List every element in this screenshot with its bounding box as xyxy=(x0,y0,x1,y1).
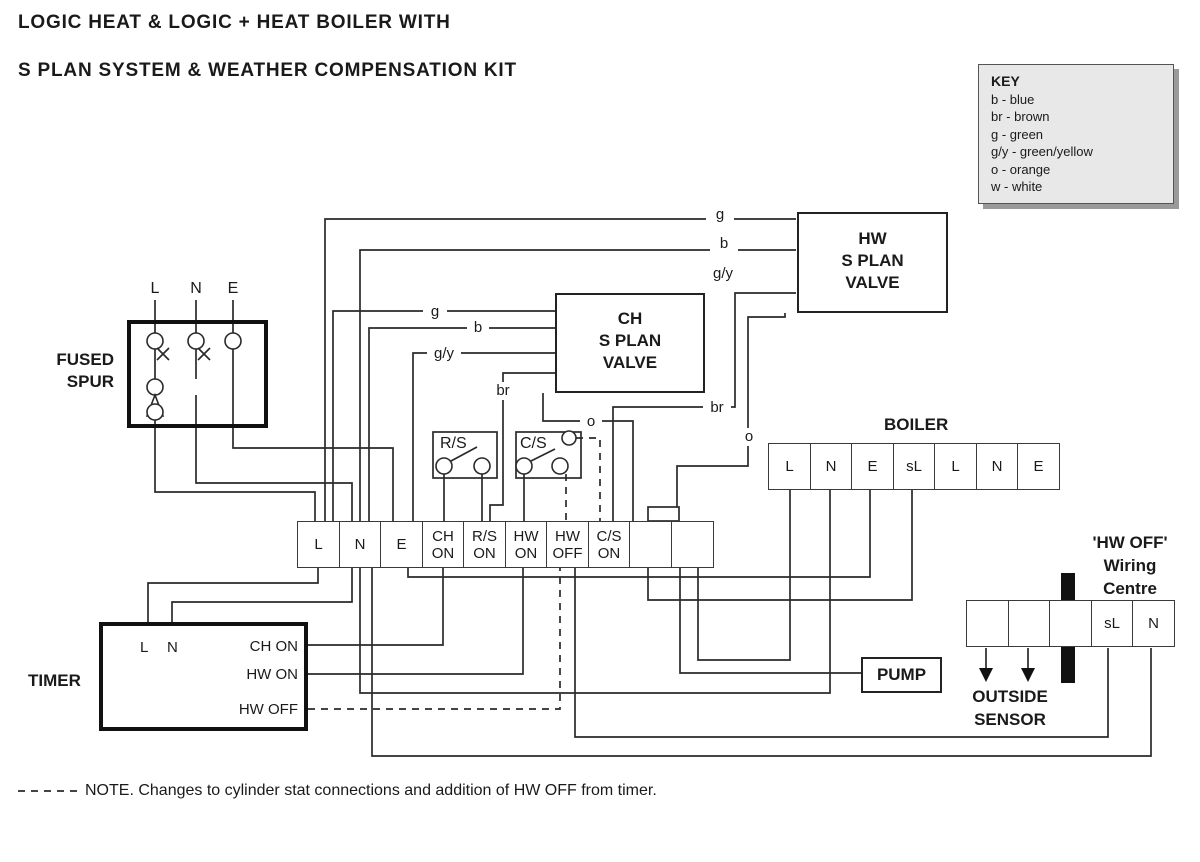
note-text: NOTE. Changes to cylinder stat connections and addition of HW OFF from timer. xyxy=(85,782,657,799)
wc-terminal-n-label: N xyxy=(1148,615,1159,632)
wire-label-o-hw: o xyxy=(738,428,760,446)
terminal-n-label: N xyxy=(354,536,366,553)
timer-terminal-hw-off: HW OFF xyxy=(238,701,298,718)
hw-valve-line2: S PLAN xyxy=(841,251,904,270)
terminal-hw-on-l1: HW xyxy=(513,527,539,545)
main-terminal-strip xyxy=(297,521,714,568)
terminal-spare-2 xyxy=(671,521,714,568)
wire-label-gy-ch: g/y xyxy=(427,345,461,363)
hw-valve-line3: VALVE xyxy=(845,273,900,292)
ch-valve-line2: S PLAN xyxy=(598,331,662,350)
wire-timer-hw-on xyxy=(308,566,523,674)
wire-timer-l xyxy=(148,566,318,622)
ch-valve-line1: CH xyxy=(617,309,643,328)
key-item-green-yellow: g/y - green/yellow xyxy=(991,144,1093,159)
key-item-blue: b - blue xyxy=(991,91,1035,107)
boiler-terminal-n1-label: N xyxy=(825,458,837,475)
boiler-terminal-n2 xyxy=(976,443,1019,490)
wire-label-b-ch: b xyxy=(467,319,489,337)
fused-spur-label-line2: SPUR xyxy=(66,372,114,391)
terminal-e-label: E xyxy=(396,536,407,553)
boiler-terminal-e2 xyxy=(1017,443,1060,490)
wire-spur-l xyxy=(155,420,315,521)
wire-cs-top-dashed xyxy=(576,438,600,521)
sensor-arrow-heads xyxy=(979,668,1035,682)
wiring-centre-heading xyxy=(1080,531,1180,600)
wire-rs-drops xyxy=(444,474,482,521)
boiler-terminal-l1-label: L xyxy=(785,458,794,475)
boiler-terminal-e1-label: E xyxy=(867,458,878,475)
wire-label-o-ch: o xyxy=(580,413,602,431)
wire-label-g-bus: g xyxy=(706,206,734,224)
boiler-terminal-n1 xyxy=(810,443,853,490)
wire-label-b-bus: b xyxy=(710,235,738,253)
wire-timer-n xyxy=(172,566,352,622)
wire-label-br-ch: br xyxy=(489,382,517,400)
spur-terminal-label-n: N xyxy=(190,280,202,297)
terminal-l xyxy=(297,521,340,568)
terminal-hw-off-l2: OFF xyxy=(552,544,583,562)
boiler-terminal-sl xyxy=(893,443,936,490)
boiler-terminal-n2-label: N xyxy=(991,458,1003,475)
key-item-orange: o - orange xyxy=(991,161,1051,177)
key-item-white: w - white xyxy=(991,179,1043,194)
terminal-rs-on-l1: R/S xyxy=(471,527,497,545)
key-item-brown: br - brown xyxy=(991,109,1050,124)
timer-terminal-l: L xyxy=(140,639,149,656)
terminal-rs-on xyxy=(463,521,506,568)
terminal-cs-on-l1: C/S xyxy=(596,527,622,545)
fused-spur-label xyxy=(42,349,114,393)
terminal-ch-on xyxy=(422,521,465,568)
wire-label-g-ch: g xyxy=(423,303,447,321)
rs-contact-left xyxy=(436,458,452,474)
wiring-centre-heading-line2: Wiring xyxy=(1103,556,1157,575)
boiler-terminal-l2-label: L xyxy=(951,458,960,475)
timer-terminal-n: N xyxy=(167,639,178,656)
terminal-hw-on xyxy=(505,521,548,568)
spur-terminal-label-e: E xyxy=(227,280,239,297)
timer-terminal-hw-on: HW ON xyxy=(246,666,298,683)
cs-contact-top xyxy=(562,431,576,445)
wire-label-gy-hw: g/y xyxy=(706,265,740,283)
terminal-n xyxy=(339,521,382,568)
boiler-heading: BOILER xyxy=(884,415,949,434)
ch-valve-box xyxy=(555,293,705,393)
terminal-ch-on-l2: ON xyxy=(431,544,455,562)
timer-label: TIMER xyxy=(28,671,81,690)
wire-b-ch xyxy=(369,328,555,521)
rs-stat-label: R/S xyxy=(440,435,467,452)
hw-valve-line1: HW xyxy=(858,229,887,248)
key-heading: KEY xyxy=(991,73,1020,89)
spur-terminal-label-l: L xyxy=(150,280,160,297)
wc-terminal-n xyxy=(1132,600,1175,647)
terminal-l-label: L xyxy=(314,536,323,553)
boiler-terminal-strip xyxy=(768,443,1060,490)
wc-terminal-sl xyxy=(1091,600,1134,647)
wc-terminal-1 xyxy=(966,600,1009,647)
pump-box xyxy=(861,657,942,693)
key-item-green: g - green xyxy=(991,126,1044,142)
terminal-hw-off xyxy=(546,521,589,568)
wire-pump xyxy=(680,566,861,673)
wire-boiler-n xyxy=(360,488,830,693)
ch-valve-line3: VALVE xyxy=(602,353,658,372)
fused-spur-label-line1: FUSED xyxy=(56,350,114,369)
outside-sensor-label xyxy=(955,685,1065,731)
boiler-terminal-l1 xyxy=(768,443,811,490)
boiler-terminal-sl-label: sL xyxy=(906,458,922,475)
sensor-arrow-stems xyxy=(986,648,1028,670)
wire-boiler-l xyxy=(698,488,790,660)
terminal-cs-on-l2: ON xyxy=(597,544,621,562)
terminal-hw-off-l1: HW xyxy=(555,527,580,545)
boiler-terminal-e1 xyxy=(851,443,894,490)
key-legend xyxy=(978,64,1174,204)
cs-stat-label: C/S xyxy=(520,435,547,452)
terminal-rs-on-l2: ON xyxy=(473,544,496,562)
terminal-bridge xyxy=(648,507,679,521)
terminal-spare-1 xyxy=(629,521,672,568)
terminal-cs-on xyxy=(588,521,631,568)
outside-sensor-line2: SENSOR xyxy=(974,710,1046,729)
boiler-terminal-l2 xyxy=(934,443,977,490)
boiler-terminal-e2-label: E xyxy=(1033,458,1044,475)
terminal-ch-on-l1: CH xyxy=(432,527,454,545)
wiring-centre-strip xyxy=(966,600,1175,647)
wc-terminal-sl-label: sL xyxy=(1104,615,1120,632)
terminal-e xyxy=(380,521,423,568)
wiring-centre-heading-line3: Centre xyxy=(1103,579,1157,598)
fused-spur-box xyxy=(127,320,268,428)
wire-label-br-hw: br xyxy=(703,399,731,417)
pump-label: PUMP xyxy=(876,665,927,684)
cs-contact-right xyxy=(552,458,568,474)
wc-terminal-2 xyxy=(1008,600,1051,647)
terminal-hw-on-l2: ON xyxy=(514,544,538,562)
outside-sensor-line1: OUTSIDE xyxy=(972,687,1048,706)
timer-terminal-ch-on: CH ON xyxy=(249,638,298,655)
hw-valve-box xyxy=(797,212,948,313)
wc-terminal-3 xyxy=(1049,600,1092,647)
page-title-line2: S PLAN SYSTEM & WEATHER COMPENSATION KIT xyxy=(18,60,517,81)
rs-contact-right xyxy=(474,458,490,474)
cs-contact-left xyxy=(516,458,532,474)
wiring-centre-heading-line1: 'HW OFF' xyxy=(1092,533,1168,552)
page-title-line1: LOGIC HEAT & LOGIC + HEAT BOILER WITH xyxy=(18,12,451,33)
